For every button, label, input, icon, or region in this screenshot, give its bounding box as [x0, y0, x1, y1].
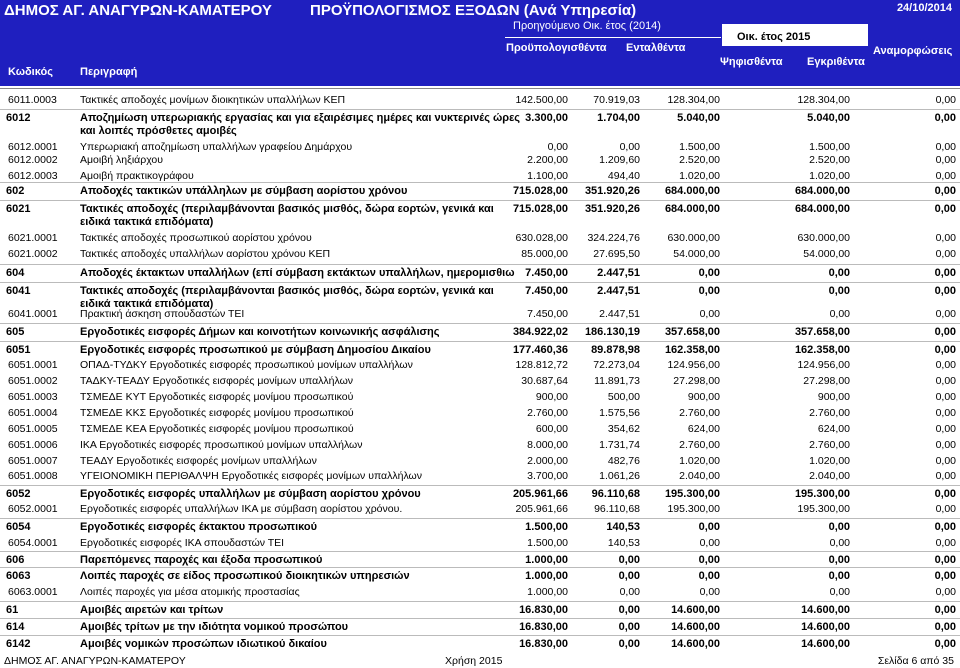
row-reforms: 0,00 [935, 470, 956, 482]
row-code: 6051.0006 [8, 439, 58, 451]
row-description: Τακτικές αποδοχές προσωπικού αορίστου χρόνου [80, 232, 312, 244]
table-row [0, 323, 960, 340]
row-code: 6012.0003 [8, 170, 58, 182]
row-voted: 630.000,00 [667, 232, 720, 244]
table-row [0, 182, 960, 199]
row-description: Αποδοχές έκτακτων υπαλλήλων (επί σύμβαση εκτάκτων υπαλλήλων, ημερομισθιω [80, 267, 515, 279]
table-row [0, 92, 960, 108]
row-reforms: 0,00 [935, 232, 956, 244]
row-budgeted: 205.961,66 [512, 488, 568, 500]
row-code: 6051.0001 [8, 359, 58, 371]
row-ordered: 0,00 [618, 638, 640, 650]
row-code: 614 [6, 621, 25, 633]
row-approved: 14.600,00 [801, 604, 850, 616]
row-voted: 195.300,00 [664, 488, 720, 500]
row-voted: 2.760,00 [679, 407, 720, 419]
footer-page-number: Σελίδα 6 από 35 [877, 655, 954, 667]
row-description: Εργοδοτικές εισφορές ΙΚΑ σπουδαστών ΤΕΙ [80, 537, 285, 549]
row-reforms: 0,00 [935, 407, 956, 419]
row-voted: 0,00 [698, 285, 720, 297]
row-approved: 2.520,00 [809, 154, 850, 166]
row-description: ΤΑΔΚΥ-ΤΕΑΔΥ Εργοδοτικές εισφορές μονίμων υπαλλήλων [80, 375, 354, 387]
row-budgeted: 1.000,00 [525, 570, 568, 582]
row-reforms: 0,00 [934, 344, 956, 356]
row-description: Λοιπές παροχές σε είδος προσωπικού διοικητικών υπηρεσιών [80, 570, 410, 582]
prev-year-label: Προηγούμενο Οικ. έτος (2014) [513, 20, 661, 32]
report-header [0, 0, 960, 86]
row-approved: 128.304,00 [797, 94, 850, 106]
row-code: 6051.0005 [8, 423, 58, 435]
table-row [0, 230, 960, 246]
col-approved-header: Εγκριθέντα [807, 56, 865, 68]
table-row [0, 453, 960, 469]
table-row [0, 518, 960, 535]
row-description: Τακτικές αποδοχές (περιλαμβάνονται βασικός μισθός, δώρα εορτών, γενικά και [80, 203, 494, 215]
row-budgeted: 16.830,00 [519, 638, 568, 650]
row-code: 61 [6, 604, 19, 616]
table-row [0, 501, 960, 517]
row-ordered: 0,00 [619, 586, 640, 598]
report-date: 24/10/2014 [896, 2, 952, 14]
row-code: 6063.0001 [8, 586, 58, 598]
row-description: ΤΣΜΕΔΕ ΚΚΣ Εργοδοτικές εισφορές μονίμου προσωπικού [80, 407, 354, 419]
row-budgeted: 30.687,64 [521, 375, 568, 387]
row-description: ΙΚΑ Εργοδοτικές εισφορές προσωπικού μονίμων υπαλλήλων [80, 439, 363, 451]
table-row [0, 264, 960, 281]
row-reforms: 0,00 [935, 503, 956, 515]
row-reforms: 0,00 [935, 391, 956, 403]
row-reforms: 0,00 [935, 423, 956, 435]
table-row [0, 567, 960, 584]
row-description: Εργοδοτικές εισφορές υπαλλήλων ΙΚΑ με σύμβαση αορίστου χρόνου. [80, 503, 403, 515]
row-voted: 5.040,00 [677, 112, 720, 124]
row-reforms: 0,00 [935, 375, 956, 387]
row-description: Εργοδοτικές εισφορές Δήμων και κοινοτήτων κοινωνικής ασφάλισης [80, 326, 440, 338]
row-code: 604 [6, 267, 25, 279]
row-voted: 357.658,00 [664, 326, 720, 338]
row-approved: 0,00 [829, 308, 850, 320]
row-description: Αμοιβή ληξιάρχου [80, 154, 164, 166]
row-reforms: 0,00 [935, 455, 956, 467]
row-budgeted: 1.500,00 [527, 537, 568, 549]
row-voted: 684.000,00 [664, 185, 720, 197]
row-ordered: 2.447,51 [597, 285, 640, 297]
row-description: Αμοιβές αιρετών και τρίτων [80, 604, 224, 616]
table-row [0, 635, 960, 652]
row-ordered: 1.061,26 [599, 470, 640, 482]
row-approved: 1.020,00 [809, 170, 850, 182]
row-description: Τακτικές αποδοχές μονίμων διοικητικών υπαλλήλων ΚΕΠ [80, 94, 346, 106]
row-description: Τακτικές αποδοχές υπαλλήλων αορίστου χρόνου ΚΕΠ [80, 248, 331, 260]
row-voted: 14.600,00 [671, 638, 720, 650]
col-ordered-header: Ενταλθέντα [626, 42, 686, 54]
row-budgeted: 128.812,72 [515, 359, 568, 371]
row-ordered: 494,40 [607, 170, 640, 182]
header-municipality: ΔΗΜΟΣ ΑΓ. ΑΝΑΓΥΡΩΝ-ΚΑΜΑΤΕΡΟΥ [4, 2, 272, 19]
table-row [0, 389, 960, 405]
row-ordered: 0,00 [618, 554, 640, 566]
row-budgeted: 630.028,00 [515, 232, 568, 244]
row-voted: 1.020,00 [679, 455, 720, 467]
row-voted: 0,00 [699, 308, 720, 320]
row-description: ΥΓΕΙΟΝΟΜΙΚΗ ΠΕΡΙΘΑΛΨΗ Εργοδοτικές εισφορές μονίμων υπαλλήλων [80, 470, 423, 482]
row-voted: 684.000,00 [664, 203, 720, 215]
row-approved: 195.300,00 [794, 488, 850, 500]
row-budgeted: 3.700,00 [527, 470, 568, 482]
row-code: 6051 [6, 344, 31, 356]
row-ordered: 0,00 [619, 141, 640, 153]
col-code-header: Κωδικός [8, 66, 53, 78]
row-reforms: 0,00 [935, 248, 956, 260]
row-budgeted: 7.450,00 [525, 267, 568, 279]
row-ordered: 186.130,19 [584, 326, 640, 338]
row-ordered: 1.704,00 [597, 112, 640, 124]
row-voted: 195.300,00 [667, 503, 720, 515]
row-code: 6012 [6, 112, 31, 124]
row-voted: 14.600,00 [671, 621, 720, 633]
row-approved: 0,00 [828, 267, 850, 279]
row-description: Αμοιβές τρίτων με την ιδιότητα νομικού προσώπου [80, 621, 349, 633]
row-code: 6051.0004 [8, 407, 58, 419]
row-ordered: 0,00 [618, 604, 640, 616]
row-budgeted: 2.000,00 [527, 455, 568, 467]
row-budgeted: 177.460,36 [512, 344, 568, 356]
row-code: 6012.0001 [8, 141, 58, 153]
row-code: 6051.0007 [8, 455, 58, 467]
row-approved: 0,00 [828, 285, 850, 297]
table-row [0, 468, 960, 484]
row-description-cont: ειδικά τακτικά επιδόματα) [80, 298, 214, 310]
table-row [0, 200, 960, 231]
table-row [0, 246, 960, 262]
row-approved: 14.600,00 [801, 638, 850, 650]
row-ordered: 96.110,68 [594, 503, 640, 515]
table-row [0, 152, 960, 168]
row-description: Αμοιβές νομικών προσώπων ιδιωτικού δικαίου [80, 638, 327, 650]
report-title: ΠΡΟΫΠΟΛΟΓΙΣΜΟΣ ΕΞΟΔΩΝ (Ανά Υπηρεσία) [310, 2, 637, 19]
table-row [0, 109, 960, 140]
row-budgeted: 85.000,00 [521, 248, 568, 260]
row-approved: 684.000,00 [794, 203, 850, 215]
table-row [0, 357, 960, 373]
row-voted: 1.020,00 [679, 170, 720, 182]
row-code: 6051.0003 [8, 391, 58, 403]
row-voted: 54.000,00 [673, 248, 720, 260]
row-voted: 0,00 [698, 570, 720, 582]
row-reforms: 0,00 [934, 112, 956, 124]
row-voted: 0,00 [699, 586, 720, 598]
row-code: 6052.0001 [8, 503, 58, 515]
row-reforms: 0,00 [934, 638, 956, 650]
row-voted: 27.298,00 [673, 375, 720, 387]
row-approved: 1.500,00 [809, 141, 850, 153]
row-code: 6021 [6, 203, 31, 215]
row-reforms: 0,00 [935, 141, 956, 153]
table-row [0, 373, 960, 389]
row-budgeted: 1.000,00 [527, 586, 568, 598]
table-row [0, 405, 960, 421]
row-budgeted: 1.000,00 [525, 554, 568, 566]
row-budgeted: 142.500,00 [515, 94, 568, 106]
row-reforms: 0,00 [934, 604, 956, 616]
row-ordered: 140,53 [607, 537, 640, 549]
table-row [0, 618, 960, 635]
row-approved: 54.000,00 [803, 248, 850, 260]
row-approved: 5.040,00 [807, 112, 850, 124]
row-voted: 1.500,00 [679, 141, 720, 153]
report-footer [0, 654, 960, 668]
footer-municipality: ΔΗΜΟΣ ΑΓ. ΑΝΑΓΥΡΩΝ-ΚΑΜΑΤΕΡΟΥ [4, 655, 186, 667]
row-description: Εργοδοτικές εισφορές προσωπικού με σύμβαση Δημοσίου Δικαίου [80, 344, 431, 356]
row-budgeted: 16.830,00 [519, 621, 568, 633]
row-voted: 0,00 [698, 554, 720, 566]
row-reforms: 0,00 [934, 203, 956, 215]
row-reforms: 0,00 [935, 537, 956, 549]
row-budgeted: 1.500,00 [525, 521, 568, 533]
row-budgeted: 384.922,02 [512, 326, 568, 338]
row-budgeted: 600,00 [535, 423, 568, 435]
row-approved: 900,00 [817, 391, 850, 403]
row-ordered: 0,00 [618, 621, 640, 633]
row-description: Εργοδοτικές εισφορές έκτακτου προσωπικού [80, 521, 318, 533]
row-reforms: 0,00 [935, 170, 956, 182]
row-description: Αμοιβή πρακτικογράφου [80, 170, 194, 182]
row-budgeted: 8.000,00 [527, 439, 568, 451]
row-description-cont: ειδικά τακτικά επιδόματα) [80, 216, 214, 228]
row-voted: 124.956,00 [667, 359, 720, 371]
row-reforms: 0,00 [934, 267, 956, 279]
row-description: Υπερωριακή αποζημίωση υπαλλήλων γραφείου Δημάρχου [80, 141, 353, 153]
row-ordered: 351.920,26 [584, 185, 640, 197]
row-ordered: 2.447,51 [597, 267, 640, 279]
row-budgeted: 16.830,00 [519, 604, 568, 616]
row-approved: 14.600,00 [801, 621, 850, 633]
row-budgeted: 7.450,00 [525, 285, 568, 297]
col-budgeted-header: Προϋπολογισθέντα [506, 42, 607, 54]
row-code: 606 [6, 554, 25, 566]
row-budgeted: 2.760,00 [527, 407, 568, 419]
row-approved: 1.020,00 [809, 455, 850, 467]
row-ordered: 354,62 [607, 423, 640, 435]
table-row [0, 485, 960, 502]
row-budgeted: 2.200,00 [527, 154, 568, 166]
row-voted: 624,00 [687, 423, 720, 435]
row-approved: 2.040,00 [809, 470, 850, 482]
row-code: 6054.0001 [8, 537, 58, 549]
table-row [0, 306, 960, 322]
row-ordered: 482,76 [607, 455, 640, 467]
table-row [0, 601, 960, 618]
row-reforms: 0,00 [934, 521, 956, 533]
row-code: 6011.0003 [8, 94, 57, 106]
table-row [0, 341, 960, 358]
table-row [0, 535, 960, 551]
row-code: 6142 [6, 638, 31, 650]
row-reforms: 0,00 [934, 621, 956, 633]
row-description: Πρακτική άσκηση σπουδαστών ΤΕΙ [80, 308, 245, 320]
row-reforms: 0,00 [934, 554, 956, 566]
row-approved: 27.298,00 [803, 375, 850, 387]
table-row [0, 584, 960, 600]
row-ordered: 11.891,73 [594, 375, 640, 387]
row-description: Τακτικές αποδοχές (περιλαμβάνονται βασικός μισθός, δώρα εορτών, γενικά και [80, 285, 494, 297]
row-code: 6054 [6, 521, 31, 533]
row-description: ΤΕΑΔΥ Εργοδοτικές εισφορές μονίμων υπαλλήλων [80, 455, 317, 467]
row-budgeted: 7.450,00 [527, 308, 568, 320]
row-voted: 0,00 [698, 267, 720, 279]
table-row [0, 551, 960, 568]
row-reforms: 0,00 [934, 185, 956, 197]
row-reforms: 0,00 [934, 488, 956, 500]
row-description: Παρεπόμενες παροχές και έξοδα προσωπικού [80, 554, 323, 566]
row-reforms: 0,00 [934, 326, 956, 338]
row-budgeted: 900,00 [535, 391, 568, 403]
table-row [0, 437, 960, 453]
row-voted: 162.358,00 [664, 344, 720, 356]
row-approved: 124.956,00 [797, 359, 850, 371]
row-reforms: 0,00 [935, 154, 956, 166]
row-ordered: 0,00 [618, 570, 640, 582]
row-budgeted: 3.300,00 [525, 112, 568, 124]
row-description: ΤΣΜΕΔΕ ΚΥΤ Εργοδοτικές εισφορές μονίμου προσωπικού [80, 391, 354, 403]
row-ordered: 500,00 [607, 391, 640, 403]
row-voted: 2.520,00 [679, 154, 720, 166]
row-budgeted: 1.100,00 [527, 170, 568, 182]
row-ordered: 2.447,51 [599, 308, 640, 320]
row-code: 6052 [6, 488, 31, 500]
header-divider [505, 37, 721, 38]
row-code: 6051.0002 [8, 375, 58, 387]
row-code: 6041 [6, 285, 31, 297]
row-ordered: 96.110,68 [591, 488, 640, 500]
row-description: Λοιπές παροχές για μέσα ατομικής προστασίας [80, 586, 300, 598]
row-code: 605 [6, 326, 25, 338]
row-code: 6051.0008 [8, 470, 58, 482]
row-approved: 684.000,00 [794, 185, 850, 197]
row-budgeted: 715.028,00 [512, 203, 568, 215]
row-ordered: 70.919,03 [593, 94, 640, 106]
row-reforms: 0,00 [935, 439, 956, 451]
row-description: Εργοδοτικές εισφορές υπαλλήλων με σύμβαση αορίστου χρόνου [80, 488, 421, 500]
row-description: Αποζημίωση υπερωριακής εργασίας και για εξαιρέσιμες ημέρες και νυκτερινές ώρες [80, 112, 521, 124]
row-description: Αποδοχές τακτικών υπάλληλων με σύμβαση αορίστου χρόνου [80, 185, 408, 197]
row-reforms: 0,00 [934, 285, 956, 297]
row-approved: 0,00 [828, 570, 850, 582]
row-approved: 0,00 [829, 586, 850, 598]
table-row [0, 421, 960, 437]
cur-year-label: Οικ. έτος 2015 [722, 24, 868, 46]
row-approved: 162.358,00 [794, 344, 850, 356]
row-approved: 630.000,00 [797, 232, 850, 244]
row-code: 6041.0001 [8, 308, 58, 320]
row-approved: 2.760,00 [809, 407, 850, 419]
row-code: 602 [6, 185, 25, 197]
row-ordered: 1.731,74 [599, 439, 640, 451]
row-approved: 195.300,00 [797, 503, 850, 515]
row-voted: 128.304,00 [667, 94, 720, 106]
row-ordered: 140,53 [606, 521, 640, 533]
row-ordered: 89.878,98 [591, 344, 640, 356]
row-voted: 0,00 [699, 537, 720, 549]
row-description-cont: και λοιπές πρόσθετες αμοιβές [80, 125, 237, 137]
row-approved: 0,00 [829, 537, 850, 549]
col-reforms-header: Αναμορφώσεις [873, 45, 953, 57]
row-ordered: 1.575,56 [599, 407, 640, 419]
row-approved: 2.760,00 [809, 439, 850, 451]
row-reforms: 0,00 [935, 94, 956, 106]
row-code: 6063 [6, 570, 31, 582]
row-voted: 2.040,00 [679, 470, 720, 482]
row-approved: 0,00 [828, 554, 850, 566]
footer-fiscal-year: Χρήση 2015 [445, 655, 503, 667]
row-reforms: 0,00 [934, 570, 956, 582]
row-code: 6012.0002 [8, 154, 58, 166]
header-bottom-rule [0, 88, 960, 89]
col-voted-header: Ψηφισθέντα [720, 56, 783, 68]
row-budgeted: 715.028,00 [512, 185, 568, 197]
row-description: ΤΣΜΕΔΕ ΚΕΑ Εργοδοτικές εισφορές μονίμου προσωπικού [80, 423, 354, 435]
row-budgeted: 0,00 [547, 141, 568, 153]
row-approved: 624,00 [817, 423, 850, 435]
row-reforms: 0,00 [935, 586, 956, 598]
row-approved: 0,00 [828, 521, 850, 533]
row-ordered: 324.224,76 [587, 232, 640, 244]
row-code: 6021.0002 [8, 248, 58, 260]
row-approved: 357.658,00 [794, 326, 850, 338]
row-voted: 2.760,00 [679, 439, 720, 451]
row-reforms: 0,00 [935, 359, 956, 371]
row-code: 6021.0001 [8, 232, 58, 244]
row-ordered: 351.920,26 [584, 203, 640, 215]
row-description: ΟΠΑΔ-ΤΥΔΚΥ Εργοδοτικές εισφορές προσωπικού μονίμων υπαλλήλων [80, 359, 413, 371]
row-budgeted: 205.961,66 [515, 503, 568, 515]
row-voted: 900,00 [687, 391, 720, 403]
row-ordered: 27.695,50 [593, 248, 640, 260]
row-ordered: 1.209,60 [599, 154, 640, 166]
row-voted: 0,00 [698, 521, 720, 533]
col-desc-header: Περιγραφή [80, 66, 138, 78]
row-ordered: 72.273,04 [593, 359, 640, 371]
row-voted: 14.600,00 [671, 604, 720, 616]
row-reforms: 0,00 [935, 308, 956, 320]
